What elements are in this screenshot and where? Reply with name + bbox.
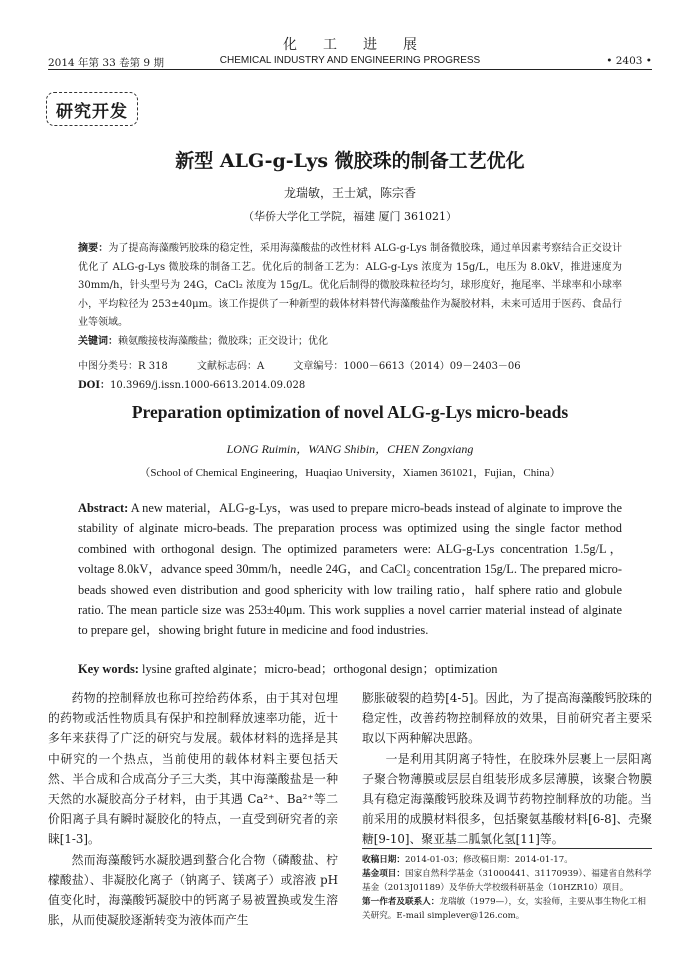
abstract-chinese-label: 摘要： bbox=[78, 243, 109, 254]
article-number: 文章编号：1000－6613（2014）09－2403－06 bbox=[293, 361, 521, 372]
doi-label: DOI： bbox=[78, 380, 111, 391]
keywords-english-text: lysine grafted alginate；micro-bead；orthogonal design；optimization bbox=[142, 662, 498, 676]
footnote bbox=[362, 848, 652, 923]
keywords-chinese-label: 关键词： bbox=[78, 335, 118, 347]
running-header bbox=[48, 54, 652, 70]
paragraph: 一是利用其阴离子特性，在胶珠外层裹上一层阳离子聚合物薄膜或层层自组装形成多层薄膜，该聚合物膜具有稳定海藻酸钙胶珠及调节药物控制释放的功能。当前采用的成膜材料很多，包括聚氨基酸材料[6-8]、壳聚糖[9-10]、聚亚基二胍氯化氢[11]等。 bbox=[362, 751, 652, 847]
authors-chinese: 龙瑞敏，王士斌，陈宗香 bbox=[283, 186, 416, 200]
title-english: Preparation optimization of novel ALG-g-Lys micro-beads bbox=[131, 402, 569, 422]
footnote-author: 第一作者及联系人：龙瑞敏（1979—），女，实验师，主要从事生物化工相关研究。E-mail simplever@126.com。 bbox=[362, 897, 646, 921]
keywords-english-label: Key words: bbox=[78, 662, 139, 676]
paragraph: 膨胀破裂的趋势[4-5]。因此，为了提高海藻酸钙胶珠的稳定性，改善药物控制释放的效果，目前研究者主要采取以下两种解决思路。 bbox=[362, 691, 652, 746]
footnote-received: 收稿日期：2014-01-03；修改稿日期：2014-01-17。 bbox=[362, 855, 573, 865]
issue-info: 2014 年第 33 卷第 9 期 bbox=[48, 57, 164, 69]
column-tag-label: 研究开发 bbox=[56, 101, 128, 122]
affiliation-english: （School of Chemical Engineering，Huaqiao University，Xiamen 361021，Fujian，China） bbox=[139, 467, 561, 479]
paragraph: 然而海藻酸钙水凝胶遇到螯合化合物（磷酸盐、柠檬酸盐）、非凝胶化离子（钠离子、镁离子）或溶液 pH 值变化时，海藻酸钙凝胶中的钙离子易被置换或发生溶胀，从而使凝胶逐渐转变为液体而产生 bbox=[48, 852, 338, 928]
abstract-chinese-text: 为了提高海藻酸钙胶珠的稳定性，采用海藻酸盐的改性材料 ALG-g-Lys 制备微胶珠，通过单因素考察结合正交设计优化了 ALG-g-Lys 微胶珠的制备工艺。优化后的制备工艺为：ALG-g-Lys 浓度为 15g/L，电压为 8.0kV，推进速度为 30mm/h，针头型号为 24G，CaCl₂ 浓度为 15g/L。优化后制得的微胶珠粒径均匀，球形度好，拖尾率、半球率和小球率小，平均粒径为 253±40μm。该工作提供了一种新型的载体材料替代海藻酸盐作为凝胶材料，未来可适用于医药、食品行业等领域。 bbox=[78, 243, 622, 328]
footnote-fund: 基金项目：国家自然科学基金（31000441、31170939）、福建省自然科学基金（2013J01189）及华侨大学校级科研基金（10HZR10）项目。 bbox=[362, 869, 652, 893]
clc-number: 中图分类号：R 318 bbox=[78, 361, 168, 372]
keywords-chinese-text: 赖氨酸接枝海藻酸盐；微胶珠；正交设计；优化 bbox=[118, 335, 328, 347]
abstract-chinese bbox=[78, 240, 622, 351]
journal-english-name: CHEMICAL INDUSTRY AND ENGINEERING PROGRESS bbox=[219, 55, 481, 66]
abstract-english bbox=[78, 498, 622, 641]
title-chinese: 新型 ALG-g-Lys 微胶珠的制备工艺优化 bbox=[175, 150, 525, 172]
body-column-left bbox=[48, 688, 338, 930]
doi-line bbox=[78, 376, 305, 391]
body-column-right bbox=[362, 688, 652, 850]
classification-line bbox=[78, 357, 547, 372]
authors-english: LONG Ruimin，WANG Shibin，CHEN Zongxiang bbox=[226, 442, 474, 456]
keywords-english bbox=[78, 659, 622, 677]
affiliation-chinese: （华侨大学化工学院，福建 厦门 361021） bbox=[243, 210, 457, 223]
paragraph: 药物的控制释放也称可控给药体系，由于其对包埋的药物或活性物质具有保护和控制释放速率功能，近十多年来获得了广泛的研究与发展。载体材料的选择是其中研究的一个热点，当前使用的载体材料主要包括天然、半合成和合成高分子三大类，其中海藻酸盐是一种天然的水凝胶高分子材料，由于其遇 Ca²⁺、Ba²⁺等二价阳离子具有瞬时凝胶化的特点，一直受到研究者的亲睐[1-3]。 bbox=[48, 691, 338, 847]
doi-value: 10.3969/j.issn.1000-6613.2014.09.028 bbox=[110, 380, 306, 391]
journal-title: 化工进展 bbox=[283, 37, 443, 53]
abstract-english-label: Abstract: bbox=[78, 501, 129, 515]
page-number: • 2403 • bbox=[606, 55, 652, 67]
column-tag bbox=[46, 92, 138, 126]
abstract-english-text: A new material，ALG-g-Lys，was used to prepare micro-beads instead of alginate to improve the stability of alginate micro-beads. The preparation process was optimized using the single factor method combined with orthogonal design. The optimized parameters were: ALG-g-Lys concentration 1.5g/L，voltage 8.0kV，advance speed 30mm/h，needle 24G，and CaCl₂ concentration 15g/L. The prepared micro-beads showed even distribution and good sphericity with low trailing ratio，half sphere ratio and globule ratio. The mean particle size was 253±40μm. This work supplies a novel carrier material instead of alginate to prepare gel，showing bright future in medicine and food industries. bbox=[78, 501, 622, 638]
document-code: 文献标志码：A bbox=[196, 361, 265, 372]
